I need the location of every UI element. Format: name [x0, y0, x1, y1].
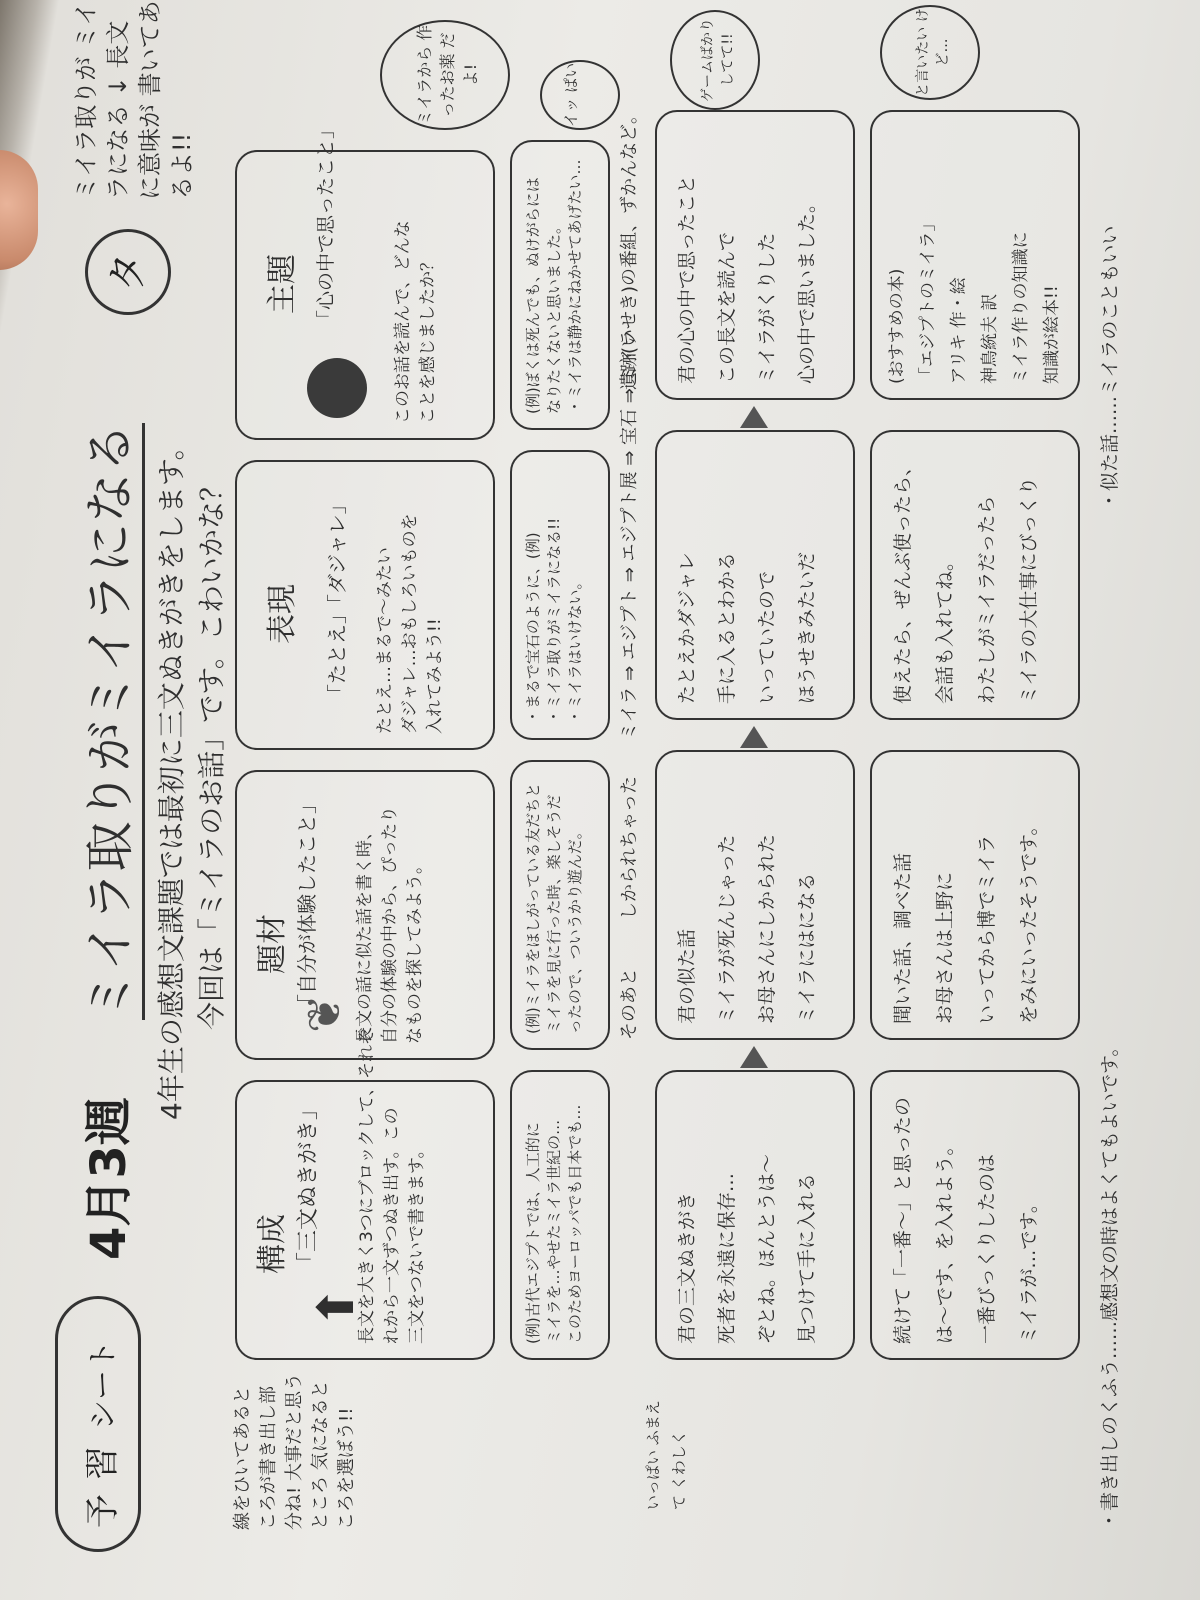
speech-bubble-small [540, 60, 620, 130]
left-note: 気になるところを選ぼう!! [310, 1380, 357, 1530]
answer-box-r1c2 [655, 750, 855, 1040]
answer-line: ミイラがくりした [756, 232, 778, 384]
flow-docs: 遺跡(いせき)の番組、ずかんなど。 [619, 105, 640, 390]
corner-note-line: ミイラになる [72, 1, 132, 200]
example-box-1 [510, 1070, 610, 1360]
answer-line: 使えたら、ぜんぶ使ったら、 [892, 456, 914, 704]
answer-line: お母さんは上野に [934, 871, 956, 1024]
example-line: (例)ミイラをほしがっている友だちと [524, 782, 542, 1034]
bubble-line: イッ [562, 97, 580, 128]
answer-line: ぞとね。ほんとうは〜 [756, 1153, 778, 1344]
answer-line: 続けて「一番〜」と思ったの [892, 1096, 914, 1344]
answer-line: は〜です、を入れよう。 [934, 1136, 956, 1344]
answer-line: 心の中で思いました。 [796, 193, 818, 384]
example-line: ・ミイラ取りがミイラになる!! [545, 517, 563, 724]
answer-line: 聞いた話、調べた話 [892, 852, 914, 1024]
answer-line: ミイラにはになる [796, 872, 818, 1024]
section-line: なものを探してみよう。 [405, 857, 425, 1044]
example-line: なりたくないと思いました。 [545, 218, 563, 414]
example-box-3 [510, 450, 610, 740]
bubble-line: ぱい [562, 62, 580, 93]
section-heading: 表現 [265, 584, 300, 644]
example-box-4 [510, 140, 610, 430]
left-notes [230, 1370, 360, 1530]
answer-line: 手に入るとわかる [716, 551, 738, 704]
answer-line: 「エジプトのミイラ」 [918, 214, 938, 384]
flow-got: しかられちゃった [619, 776, 640, 920]
answer-line: 知識が絵本!! [1042, 285, 1062, 384]
answer-box-r2c2 [870, 750, 1080, 1040]
answer-box-r2c3 [870, 430, 1080, 720]
badge-char-3: シート [86, 1340, 121, 1430]
bubble-line: けど… [915, 8, 951, 67]
answer-box-r1c1 [655, 1070, 855, 1360]
section-heading: 構成 [255, 1214, 290, 1274]
answer-line: この長文を読んで [716, 231, 738, 384]
answer-box-r2c4 [870, 110, 1080, 400]
date-heading: 4月3週 [81, 1097, 137, 1260]
example-box-2 [510, 760, 610, 1050]
section-line: 長文の話に似た話を書く時、 [355, 823, 375, 1044]
answer-line: 一番びっくりしたのは [976, 1153, 998, 1344]
answer-box-r1c3 [655, 430, 855, 720]
title-heading: ミイラ取りがミイラになる [70, 423, 145, 1020]
intro-line-1: 4年生の感想文課題では最初に三文ぬきがきをします。 [155, 432, 188, 1120]
section-line: 入れてみよう!! [425, 618, 445, 734]
mark-circle [85, 229, 171, 315]
answer-line: 神鳥統夫 訳 [980, 293, 1000, 384]
answer-line: ミイラの大仕事にびっくり [1018, 476, 1040, 704]
bubble-line: いっぱい [644, 1449, 662, 1510]
section-subtitle: 「自分が体験したこと」 [295, 794, 319, 1014]
example-line: (例)ぼくは死んでも、ぬけがらには [524, 177, 542, 414]
footer-right: ・似た話……ミイラのこともいい [1099, 225, 1121, 510]
bubble-line: くわしく [670, 1430, 688, 1491]
answer-line: 君の三文ぬきがき [676, 1191, 698, 1344]
answer-line: 君の似た話 [676, 928, 698, 1024]
answer-line: をみにいったそうです。 [1018, 816, 1040, 1024]
flow-arrow [740, 726, 768, 748]
corner-note-line: ↓ [104, 76, 132, 97]
flow-arrow [740, 406, 768, 428]
example-line: ・ミイラはいけない。 [566, 574, 584, 724]
answer-box-r2c1 [870, 1070, 1080, 1360]
section-subtitle: 「三文ぬきがき」 [296, 1097, 321, 1274]
section-line: 三文をつないで書きます。 [407, 1141, 427, 1344]
speech-bubble-game [670, 10, 760, 110]
section-daizai [235, 770, 495, 1060]
bubble-line: だよ! [438, 32, 480, 87]
section-line: このお話を読んで、どんな [393, 220, 413, 424]
bubble-line: と言いたい [915, 26, 931, 97]
speech-bubble-left [640, 1390, 770, 1510]
example-line: ったので、ついうかり遊んだ。 [566, 824, 584, 1034]
answer-line: いってから博でミイラ [976, 834, 998, 1024]
leaf-icon: ❦ [297, 994, 351, 1033]
section-line: ダジャレ…おもしろいものを [400, 513, 420, 734]
section-line: ことを感じましたか？ [418, 254, 438, 424]
section-shudai [235, 119, 495, 440]
section-kousei [235, 1027, 495, 1360]
flow-arrow [740, 1046, 768, 1068]
answer-line: わたしがミイラだったら [976, 495, 998, 704]
answer-box-r1c4 [655, 110, 855, 400]
answer-line: ミイラが死んじゃった [716, 834, 738, 1024]
answer-line: 見つけて手に入れる [796, 1172, 818, 1344]
corner-note-line: ミイラ取りが [72, 56, 100, 200]
bubble-line: ゲームばかり [700, 18, 716, 102]
example-line: ミイラを…やせたミイラ世紀の… [545, 1119, 563, 1344]
example-line: (例)古代エジプトでは、人工的に [524, 1122, 542, 1344]
corner-note-line: 長文に意味が [104, 20, 164, 200]
answer-line: 会話も入れてね。 [934, 551, 956, 704]
example-line: ・まるで宝石のように、(例) [524, 532, 542, 724]
left-note: 大事だと思うところ [284, 1373, 331, 1530]
answer-line: (おすすめの本) [887, 268, 907, 384]
section-line: れから一文ずつぬき出す。この [382, 1107, 402, 1344]
bubble-line: 作ったお薬 [415, 24, 457, 118]
badge-char-2: 習 [83, 1446, 123, 1480]
answer-line: ミイラ作りの知識に [1011, 231, 1031, 384]
example-line: ・ミイラは静かにねかせてあげたい… [566, 159, 584, 414]
flow-chain: ミイラ ⇒ エジプト ⇒ エジプト展 ⇒ 宝石 ⇒ ミイラ [619, 328, 640, 740]
speech-bubble-right [380, 20, 510, 130]
section-subtitle: 「たとえ」「ダジャレ」 [325, 494, 349, 704]
mark-char: タ [105, 252, 151, 292]
answer-line: 君の心の中で思ったこと [676, 174, 698, 384]
answer-line: ミイラが…です。 [1018, 1194, 1040, 1344]
answer-line: いっていたので [756, 570, 778, 704]
intro-line-2: 今回は「ミイラのお話」です。こわいかな？ [195, 473, 228, 1030]
corner-note-line: 書いてあるよ!! [136, 0, 196, 200]
answer-line: ほうせきみたいだ [796, 551, 818, 704]
bubble-line: ミイラから [415, 45, 434, 126]
section-heading: 題材 [255, 914, 290, 974]
left-note: 線をひいてあるところが書き出し部分ね! [232, 1386, 305, 1530]
section-line: たとえ…まるで〜みたい [375, 547, 395, 734]
section-line: 自分の体験の中から、ぴったり [380, 806, 400, 1044]
flow-after: そのあと [619, 968, 640, 1040]
bubble-line: ふまえて [644, 1400, 688, 1510]
section-heading: 主題 [265, 254, 300, 314]
answer-line: たとえかダジャレ [676, 552, 698, 704]
bubble-line: してて!! [720, 33, 736, 87]
apple-icon [307, 358, 367, 418]
example-line: ミイラを見に行った時、楽しそうだ [545, 794, 563, 1034]
section-line: 長文を大きく3つにブロックして、それぞ [357, 1027, 377, 1344]
example-line: このためヨーロッパでも日本でも… [566, 1104, 584, 1344]
corner-note [70, 0, 198, 200]
section-subtitle: 「心の中で思ったこと」 [315, 119, 337, 329]
footer-left: ・書き出しのくふう……感想文の時はよくてもよいです。 [1099, 1037, 1121, 1530]
answer-line: アリキ 作・絵 [949, 277, 969, 384]
badge-char-1: 予 [83, 1494, 123, 1528]
section-hyougen [235, 460, 495, 750]
arrow-up-icon: ⬆ [307, 1286, 365, 1328]
speech-bubble-top [880, 5, 980, 100]
answer-line: お母さんにしかられた [756, 833, 778, 1024]
answer-line: 死者を永遠に保存… [716, 1172, 738, 1344]
